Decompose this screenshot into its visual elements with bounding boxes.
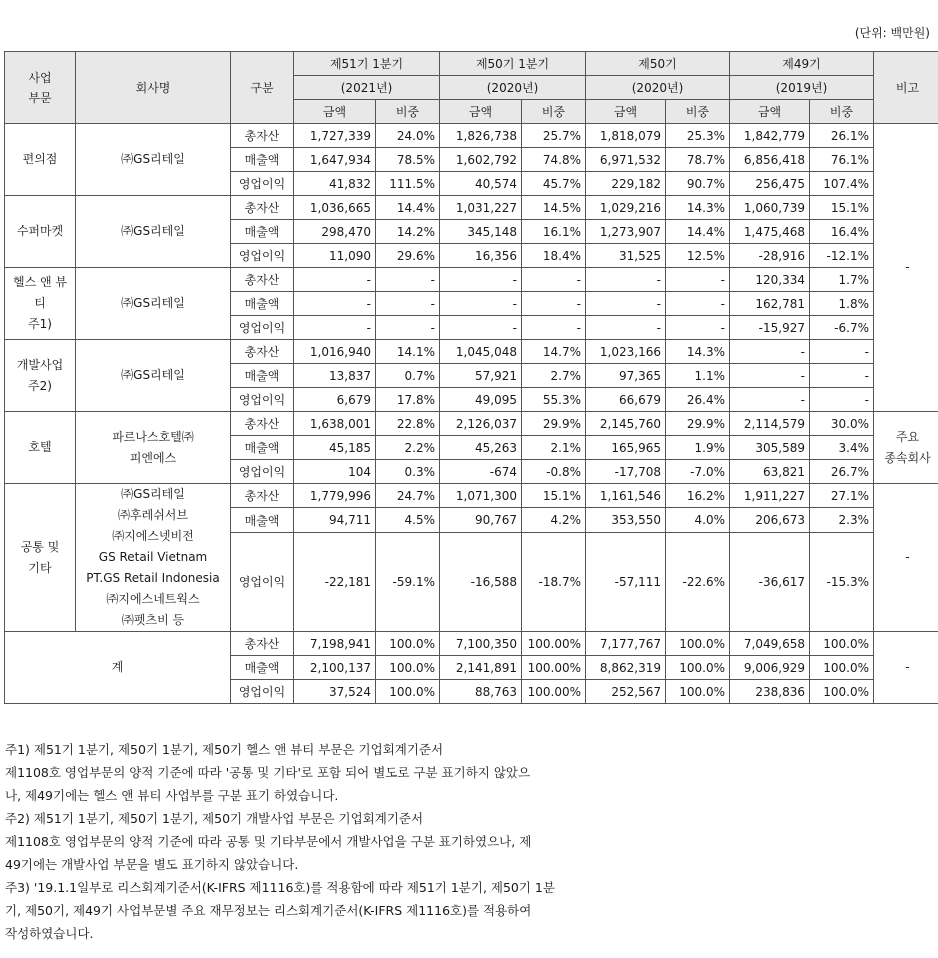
- company-cell: ㈜GS리테일: [76, 268, 231, 340]
- amount-cell: 1,818,079: [586, 124, 666, 148]
- ratio-cell: -18.7%: [522, 532, 586, 631]
- amount-cell: 1,842,779: [730, 124, 810, 148]
- segment-cell: 개발사업 주2): [5, 340, 76, 412]
- amount-cell: 7,177,767: [586, 632, 666, 656]
- ratio-cell: 26.1%: [810, 124, 874, 148]
- amount-cell: -: [730, 388, 810, 412]
- ratio-cell: 100.0%: [376, 632, 440, 656]
- ratio-cell: 2.7%: [522, 364, 586, 388]
- amount-cell: -22,181: [294, 532, 376, 631]
- amount-cell: 40,574: [440, 172, 522, 196]
- amount-cell: 90,767: [440, 508, 522, 532]
- ratio-cell: 100.0%: [666, 632, 730, 656]
- footnote-line: 기, 제50기, 제49기 사업부문별 주요 재무정보는 리스회계기준서(K-IFRS 제1116호)를 적용하여: [5, 903, 532, 918]
- amount-cell: 1,475,468: [730, 220, 810, 244]
- amount-cell: -: [294, 316, 376, 340]
- amount-cell: 66,679: [586, 388, 666, 412]
- col-header-year-51q1: (2021년): [294, 76, 440, 100]
- item-cell: 총자산: [231, 196, 294, 220]
- ratio-cell: 100.0%: [810, 656, 874, 680]
- item-cell: 매출액: [231, 656, 294, 680]
- amount-cell: 7,198,941: [294, 632, 376, 656]
- ratio-cell: 25.3%: [666, 124, 730, 148]
- ratio-cell: 78.7%: [666, 148, 730, 172]
- ratio-cell: 100.0%: [810, 632, 874, 656]
- unit-label: (단위: 백만원): [854, 26, 930, 40]
- table-row: [5, 340, 938, 364]
- company-cell: ㈜GS리테일: [76, 196, 231, 268]
- ratio-cell: 12.5%: [666, 244, 730, 268]
- amount-cell: 94,711: [294, 508, 376, 532]
- item-cell: 총자산: [231, 340, 294, 364]
- ratio-cell: 100.0%: [666, 656, 730, 680]
- item-cell: 매출액: [231, 364, 294, 388]
- ratio-cell: 100.0%: [376, 656, 440, 680]
- ratio-cell: 1.8%: [810, 292, 874, 316]
- amount-cell: 7,100,350: [440, 632, 522, 656]
- ratio-cell: 100.00%: [522, 632, 586, 656]
- ratio-cell: -: [666, 268, 730, 292]
- amount-cell: -28,916: [730, 244, 810, 268]
- amount-cell: 63,821: [730, 460, 810, 484]
- amount-cell: -17,708: [586, 460, 666, 484]
- ratio-cell: 74.8%: [522, 148, 586, 172]
- ratio-cell: 2.2%: [376, 436, 440, 460]
- col-header-period-50: 제50기: [586, 52, 730, 76]
- ratio-cell: 100.00%: [522, 656, 586, 680]
- table-row: [5, 632, 938, 656]
- amount-cell: 165,965: [586, 436, 666, 460]
- amount-cell: 45,263: [440, 436, 522, 460]
- amount-cell: 2,114,579: [730, 412, 810, 436]
- col-header-amount: 금액: [294, 100, 376, 124]
- company-cell: 파르나스호텔㈜ 피엔에스: [76, 412, 231, 484]
- ratio-cell: 100.0%: [666, 680, 730, 704]
- amount-cell: 6,679: [294, 388, 376, 412]
- item-cell: 매출액: [231, 292, 294, 316]
- ratio-cell: 3.4%: [810, 436, 874, 460]
- footnote-line: 작성하였습니다.: [5, 926, 94, 941]
- amount-cell: -: [730, 340, 810, 364]
- item-cell: 영업이익: [231, 460, 294, 484]
- ratio-cell: 16.4%: [810, 220, 874, 244]
- ratio-cell: 90.7%: [666, 172, 730, 196]
- footnotes: [5, 738, 565, 945]
- ratio-cell: -15.3%: [810, 532, 874, 631]
- ratio-cell: 30.0%: [810, 412, 874, 436]
- ratio-cell: 14.4%: [376, 196, 440, 220]
- amount-cell: 57,921: [440, 364, 522, 388]
- col-header-ratio: 비중: [376, 100, 440, 124]
- item-cell: 총자산: [231, 412, 294, 436]
- col-header-period-51q1: 제51기 1분기: [294, 52, 440, 76]
- amount-cell: 1,273,907: [586, 220, 666, 244]
- col-header-amount: 금액: [586, 100, 666, 124]
- table-header: [5, 52, 938, 124]
- amount-cell: -36,617: [730, 532, 810, 631]
- ratio-cell: 1.1%: [666, 364, 730, 388]
- ratio-cell: 29.6%: [376, 244, 440, 268]
- ratio-cell: 2.3%: [810, 508, 874, 532]
- col-header-ratio: 비중: [666, 100, 730, 124]
- amount-cell: 1,647,934: [294, 148, 376, 172]
- amount-cell: -: [586, 316, 666, 340]
- amount-cell: 1,016,940: [294, 340, 376, 364]
- item-cell: 영업이익: [231, 680, 294, 704]
- segment-financial-table: [4, 51, 938, 704]
- item-cell: 총자산: [231, 484, 294, 508]
- col-header-remark: 비고: [874, 52, 938, 124]
- table-row: [5, 196, 938, 220]
- segment-cell: 계: [5, 632, 231, 704]
- amount-cell: 256,475: [730, 172, 810, 196]
- amount-cell: 353,550: [586, 508, 666, 532]
- ratio-cell: 4.0%: [666, 508, 730, 532]
- amount-cell: 2,141,891: [440, 656, 522, 680]
- ratio-cell: 100.0%: [376, 680, 440, 704]
- ratio-cell: 14.5%: [522, 196, 586, 220]
- ratio-cell: 15.1%: [522, 484, 586, 508]
- item-cell: 영업이익: [231, 316, 294, 340]
- ratio-cell: 107.4%: [810, 172, 874, 196]
- item-cell: 총자산: [231, 268, 294, 292]
- ratio-cell: 2.1%: [522, 436, 586, 460]
- amount-cell: 49,095: [440, 388, 522, 412]
- col-header-period-50q1: 제50기 1분기: [440, 52, 586, 76]
- col-header-year-49: (2019년): [730, 76, 874, 100]
- company-cell: ㈜GS리테일: [76, 124, 231, 196]
- amount-cell: 11,090: [294, 244, 376, 268]
- amount-cell: 120,334: [730, 268, 810, 292]
- amount-cell: 162,781: [730, 292, 810, 316]
- col-header-period-49: 제49기: [730, 52, 874, 76]
- amount-cell: 1,638,001: [294, 412, 376, 436]
- ratio-cell: 24.0%: [376, 124, 440, 148]
- amount-cell: 1,602,792: [440, 148, 522, 172]
- amount-cell: 1,071,300: [440, 484, 522, 508]
- amount-cell: 1,023,166: [586, 340, 666, 364]
- ratio-cell: 1.9%: [666, 436, 730, 460]
- ratio-cell: -6.7%: [810, 316, 874, 340]
- col-header-ratio: 비중: [810, 100, 874, 124]
- amount-cell: 1,060,739: [730, 196, 810, 220]
- ratio-cell: 27.1%: [810, 484, 874, 508]
- table-body: [5, 124, 938, 704]
- footnote-line: 주1) 제51기 1분기, 제50기 1분기, 제50기 헬스 앤 뷰티 부문은 기업회계기준서: [5, 742, 444, 757]
- table-row: [5, 412, 938, 436]
- ratio-cell: 4.5%: [376, 508, 440, 532]
- amount-cell: 305,589: [730, 436, 810, 460]
- segment-cell: 헬스 앤 뷰 티 주1): [5, 268, 76, 340]
- amount-cell: 9,006,929: [730, 656, 810, 680]
- item-cell: 매출액: [231, 148, 294, 172]
- ratio-cell: 16.1%: [522, 220, 586, 244]
- ratio-cell: 16.2%: [666, 484, 730, 508]
- amount-cell: 1,031,227: [440, 196, 522, 220]
- ratio-cell: -: [810, 340, 874, 364]
- amount-cell: 252,567: [586, 680, 666, 704]
- ratio-cell: 0.7%: [376, 364, 440, 388]
- amount-cell: -: [440, 292, 522, 316]
- ratio-cell: -: [522, 268, 586, 292]
- company-cell: ㈜GS리테일: [76, 340, 231, 412]
- amount-cell: -: [440, 268, 522, 292]
- amount-cell: -674: [440, 460, 522, 484]
- amount-cell: 88,763: [440, 680, 522, 704]
- amount-cell: -: [294, 292, 376, 316]
- amount-cell: -57,111: [586, 532, 666, 631]
- ratio-cell: 29.9%: [522, 412, 586, 436]
- footnote-line: 주3) '19.1.1일부로 리스회계기준서(K-IFRS 제1116호)를 적용함에 따라 제51기 1분기, 제50기 1분: [5, 880, 555, 895]
- remark-cell: -: [874, 484, 938, 632]
- amount-cell: -: [586, 292, 666, 316]
- amount-cell: 1,036,665: [294, 196, 376, 220]
- footnote-line: 주2) 제51기 1분기, 제50기 1분기, 제50기 개발사업 부문은 기업회계기준서: [5, 811, 424, 826]
- amount-cell: 16,356: [440, 244, 522, 268]
- ratio-cell: 0.3%: [376, 460, 440, 484]
- ratio-cell: 15.1%: [810, 196, 874, 220]
- footnote-line: 제1108호 영업부문의 양적 기준에 따라 공통 및 기타부문에서 개발사업을 구분 표기하였으나, 제: [5, 834, 532, 849]
- company-cell: ㈜GS리테일 ㈜후레쉬서브 ㈜지에스넷비전 GS Retail Vietnam PT.GS Retail Indonesia ㈜지에스네트웍스 ㈜펫츠비 등: [76, 484, 231, 632]
- ratio-cell: 22.8%: [376, 412, 440, 436]
- ratio-cell: 1.7%: [810, 268, 874, 292]
- ratio-cell: -: [666, 292, 730, 316]
- amount-cell: 1,029,216: [586, 196, 666, 220]
- amount-cell: 41,832: [294, 172, 376, 196]
- amount-cell: -: [440, 316, 522, 340]
- col-header-segment: 사업 부문: [5, 52, 76, 124]
- item-cell: 영업이익: [231, 172, 294, 196]
- item-cell: 총자산: [231, 124, 294, 148]
- ratio-cell: 26.7%: [810, 460, 874, 484]
- ratio-cell: 45.7%: [522, 172, 586, 196]
- ratio-cell: 29.9%: [666, 412, 730, 436]
- item-cell: 총자산: [231, 632, 294, 656]
- col-header-year-50q1: (2020년): [440, 76, 586, 100]
- amount-cell: -16,588: [440, 532, 522, 631]
- ratio-cell: 14.3%: [666, 196, 730, 220]
- ratio-cell: 14.7%: [522, 340, 586, 364]
- amount-cell: 2,145,760: [586, 412, 666, 436]
- amount-cell: 1,779,996: [294, 484, 376, 508]
- ratio-cell: -22.6%: [666, 532, 730, 631]
- col-header-year-50: (2020년): [586, 76, 730, 100]
- col-header-amount: 금액: [440, 100, 522, 124]
- ratio-cell: 100.0%: [810, 680, 874, 704]
- ratio-cell: -: [810, 388, 874, 412]
- amount-cell: 8,862,319: [586, 656, 666, 680]
- ratio-cell: 14.1%: [376, 340, 440, 364]
- ratio-cell: -: [522, 316, 586, 340]
- ratio-cell: 55.3%: [522, 388, 586, 412]
- amount-cell: 1,911,227: [730, 484, 810, 508]
- ratio-cell: -7.0%: [666, 460, 730, 484]
- ratio-cell: 14.2%: [376, 220, 440, 244]
- ratio-cell: -: [376, 292, 440, 316]
- ratio-cell: -: [376, 268, 440, 292]
- ratio-cell: -0.8%: [522, 460, 586, 484]
- ratio-cell: -: [522, 292, 586, 316]
- amount-cell: 37,524: [294, 680, 376, 704]
- amount-cell: 1,045,048: [440, 340, 522, 364]
- segment-cell: 호텔: [5, 412, 76, 484]
- amount-cell: 13,837: [294, 364, 376, 388]
- col-header-item: 구분: [231, 52, 294, 124]
- amount-cell: 104: [294, 460, 376, 484]
- ratio-cell: 14.4%: [666, 220, 730, 244]
- ratio-cell: 111.5%: [376, 172, 440, 196]
- amount-cell: -15,927: [730, 316, 810, 340]
- amount-cell: 97,365: [586, 364, 666, 388]
- table-row: [5, 268, 938, 292]
- ratio-cell: -12.1%: [810, 244, 874, 268]
- segment-cell: 편의점: [5, 124, 76, 196]
- ratio-cell: -: [376, 316, 440, 340]
- ratio-cell: 26.4%: [666, 388, 730, 412]
- ratio-cell: 24.7%: [376, 484, 440, 508]
- table-row: [5, 484, 938, 508]
- amount-cell: -: [730, 364, 810, 388]
- ratio-cell: 17.8%: [376, 388, 440, 412]
- segment-cell: 수퍼마켓: [5, 196, 76, 268]
- amount-cell: 345,148: [440, 220, 522, 244]
- amount-cell: 45,185: [294, 436, 376, 460]
- amount-cell: 1,826,738: [440, 124, 522, 148]
- ratio-cell: 78.5%: [376, 148, 440, 172]
- ratio-cell: 14.3%: [666, 340, 730, 364]
- amount-cell: 31,525: [586, 244, 666, 268]
- ratio-cell: 18.4%: [522, 244, 586, 268]
- amount-cell: 2,126,037: [440, 412, 522, 436]
- footnote-line: 나, 제49기에는 헬스 앤 뷰티 사업부를 구분 표기 하였습니다.: [5, 788, 339, 803]
- amount-cell: 6,856,418: [730, 148, 810, 172]
- item-cell: 매출액: [231, 220, 294, 244]
- ratio-cell: -: [666, 316, 730, 340]
- amount-cell: -: [294, 268, 376, 292]
- footnote-line: 제1108호 영업부문의 양적 기준에 따라 '공통 및 기타'로 포함 되어 별도로 구분 표기하지 않았으: [5, 765, 531, 780]
- amount-cell: 229,182: [586, 172, 666, 196]
- item-cell: 영업이익: [231, 532, 294, 631]
- amount-cell: 238,836: [730, 680, 810, 704]
- footnote-line: 49기에는 개발사업 부문을 별도 표기하지 않았습니다.: [5, 857, 299, 872]
- amount-cell: 206,673: [730, 508, 810, 532]
- col-header-ratio: 비중: [522, 100, 586, 124]
- item-cell: 매출액: [231, 508, 294, 532]
- ratio-cell: -: [810, 364, 874, 388]
- remark-cell: -: [874, 124, 938, 412]
- col-header-amount: 금액: [730, 100, 810, 124]
- item-cell: 매출액: [231, 436, 294, 460]
- col-header-company: 회사명: [76, 52, 231, 124]
- ratio-cell: -59.1%: [376, 532, 440, 631]
- remark-cell: 주요 종속회사: [874, 412, 938, 484]
- amount-cell: -: [586, 268, 666, 292]
- ratio-cell: 4.2%: [522, 508, 586, 532]
- amount-cell: 7,049,658: [730, 632, 810, 656]
- amount-cell: 298,470: [294, 220, 376, 244]
- ratio-cell: 100.00%: [522, 680, 586, 704]
- item-cell: 영업이익: [231, 388, 294, 412]
- item-cell: 영업이익: [231, 244, 294, 268]
- ratio-cell: 25.7%: [522, 124, 586, 148]
- amount-cell: 1,161,546: [586, 484, 666, 508]
- table-row: [5, 124, 938, 148]
- amount-cell: 2,100,137: [294, 656, 376, 680]
- remark-cell: -: [874, 632, 938, 704]
- amount-cell: 6,971,532: [586, 148, 666, 172]
- ratio-cell: 76.1%: [810, 148, 874, 172]
- segment-cell: 공통 및 기타: [5, 484, 76, 632]
- amount-cell: 1,727,339: [294, 124, 376, 148]
